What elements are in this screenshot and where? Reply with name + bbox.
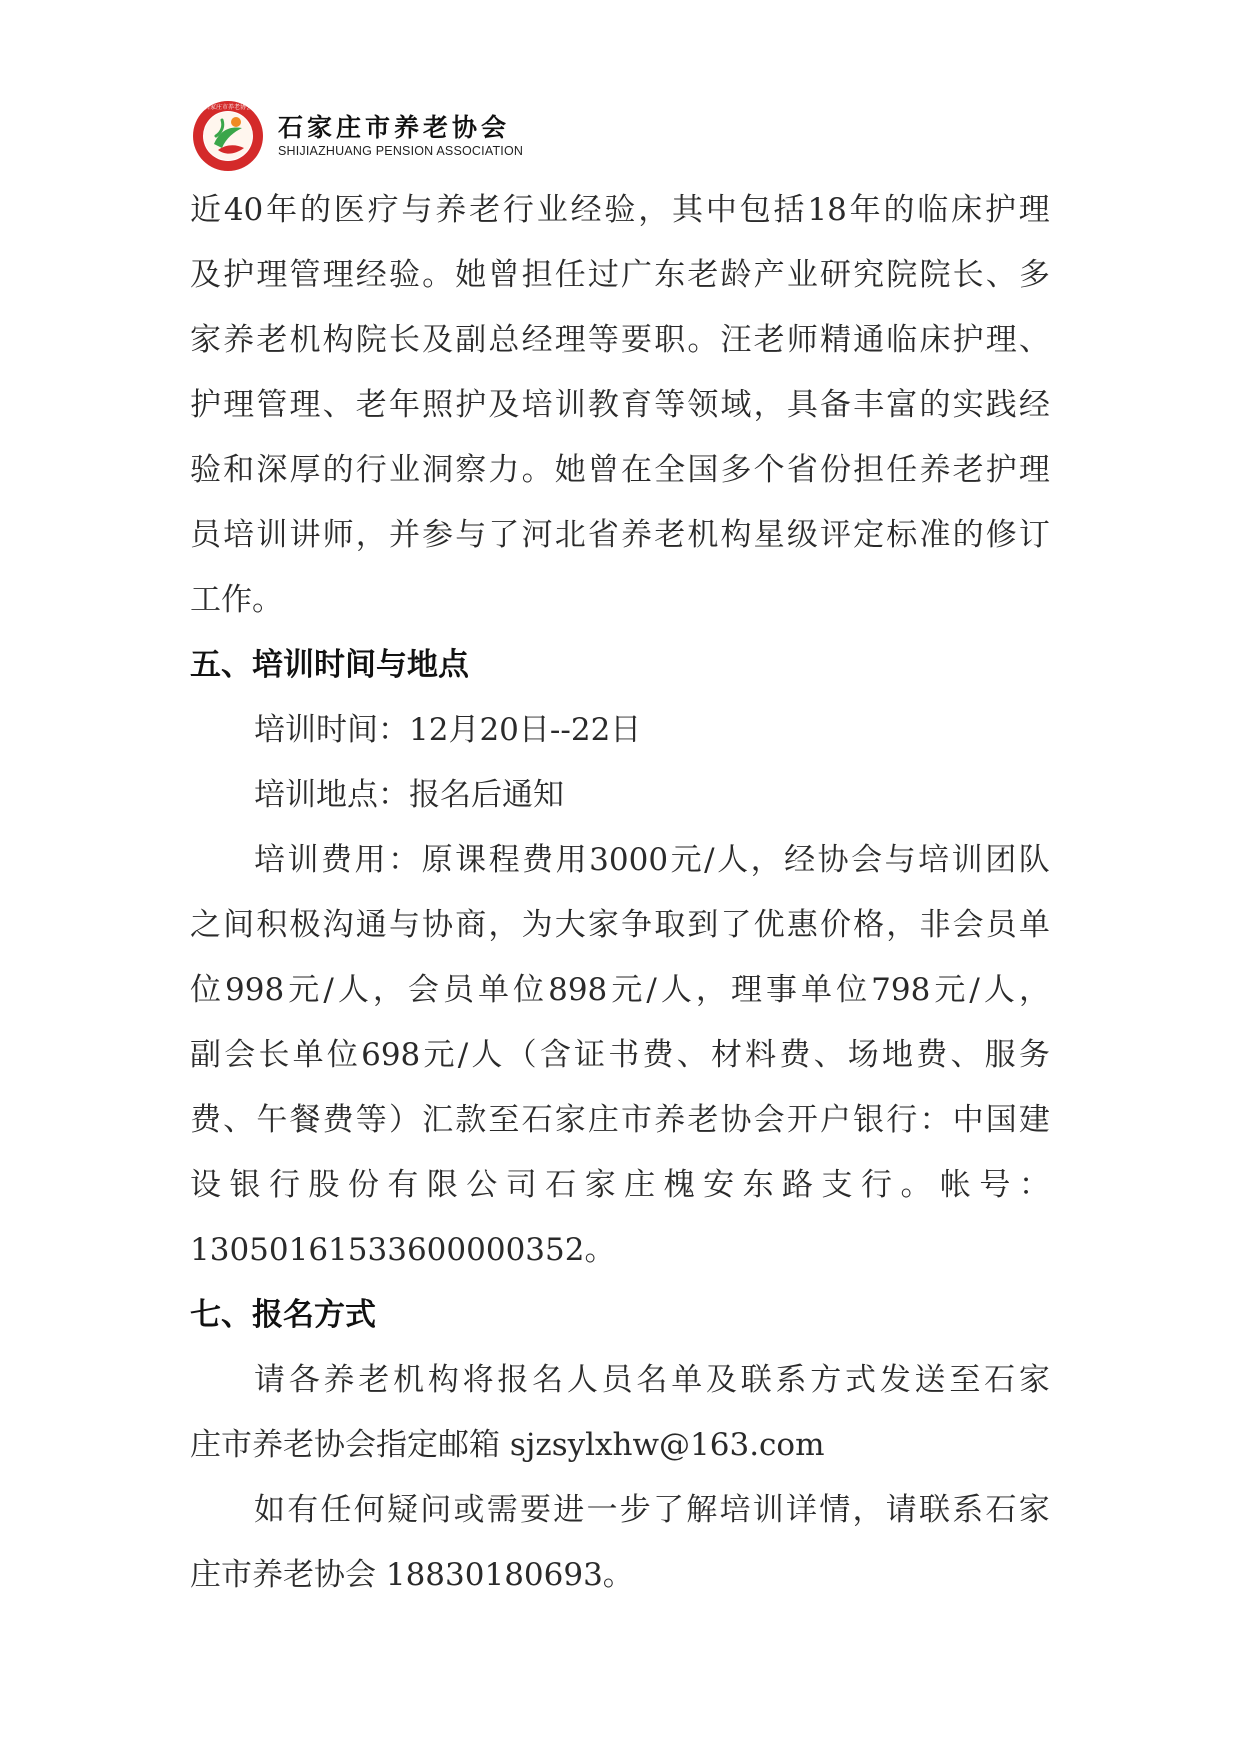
paragraph-line: 及 护 理 管 理 经 验 。 她 曾 担 任 过 广 东 老 龄 产 业 研 究 院 院 长 、 多	[190, 257, 1050, 293]
registration-line: 请 各 养 老 机 构 将 报 名 人 员 名 单 及 联 系 方 式 发 送 至 石 家	[254, 1362, 1050, 1398]
fee-line: 位 998 元 / 人 ， 会 员 单 位 898 元 / 人 ， 理 事 单 位 798 元 / 人 ，	[190, 972, 1050, 1008]
fee-line: 设 银 行 股 份 有 限 公 司 石 家 庄 槐 安 东 路 支 行 。 帐 号 ：	[190, 1167, 1050, 1203]
training-location: 培训地点：报名后通知	[254, 777, 564, 813]
fee-line: 费 、 午 餐 费 等 ） 汇 款 至 石 家 庄 市 养 老 协 会 开 户 银 行 ： 中 国 建	[190, 1102, 1050, 1138]
org-name-cn: 石家庄市养老协会	[278, 113, 511, 142]
section-heading-five: 五、培训时间与地点	[190, 647, 469, 683]
org-name-en: SHIJIAZHUANG PENSION ASSOCIATION	[278, 144, 524, 158]
registration-email-line: 庄市养老协会指定邮箱 sjzsylxhw@163.com	[190, 1427, 825, 1463]
seal-ring-text: 石家庄市养老协会	[203, 104, 253, 111]
fee-line: 之 间 积 极 沟 通 与 协 商 ， 为 大 家 争 取 到 了 优 惠 价 格 ， 非 会 员 单	[190, 907, 1050, 943]
contact-line: 如 有 任 何 疑 问 或 需 要 进 一 步 了 解 培 训 详 情 ， 请 联 系 石 家	[254, 1492, 1050, 1528]
paragraph-line: 近 40 年 的 医 疗 与 养 老 行 业 经 验 ， 其 中 包 括 18 年 的 临 床 护 理	[190, 192, 1050, 228]
document-body	[190, 178, 1050, 1608]
logo-text	[278, 113, 523, 159]
paragraph-line: 工作。	[190, 582, 283, 618]
paragraph-line: 验 和 深 厚 的 行 业 洞 察 力 。 她 曾 在 全 国 多 个 省 份 担 任 养 老 护 理	[190, 452, 1050, 488]
fee-line: 副 会 长 单 位 698 元 / 人 （ 含 证 书 费 、 材 料 费 、 场 地 费 、 服 务	[190, 1037, 1050, 1073]
paragraph-line: 家 养 老 机 构 院 长 及 副 总 经 理 等 要 职 。 汪 老 师 精 通 临 床 护 理 、	[190, 322, 1050, 358]
paragraph-line: 护 理 管 理 、 老 年 照 护 及 培 训 教 育 等 领 域 ， 具 备 丰 富 的 实 践 经	[190, 387, 1050, 423]
association-logo	[192, 100, 264, 172]
contact-phone-line: 庄市养老协会 18830180693。	[190, 1557, 634, 1593]
bank-account-number: 13050161533600000352。	[190, 1232, 616, 1268]
training-time: 培训时间：12月20日--22日	[254, 712, 642, 748]
paragraph-line: 员 培 训 讲 师 ， 并 参 与 了 河 北 省 养 老 机 构 星 级 评 定 标 准 的 修 订	[190, 517, 1050, 553]
fee-line: 培 训 费 用 ： 原 课 程 费 用 3000 元 / 人 ， 经 协 会 与 培 训 团 队	[254, 842, 1050, 878]
letterhead	[192, 100, 523, 172]
section-heading-seven: 七、报名方式	[190, 1297, 376, 1333]
